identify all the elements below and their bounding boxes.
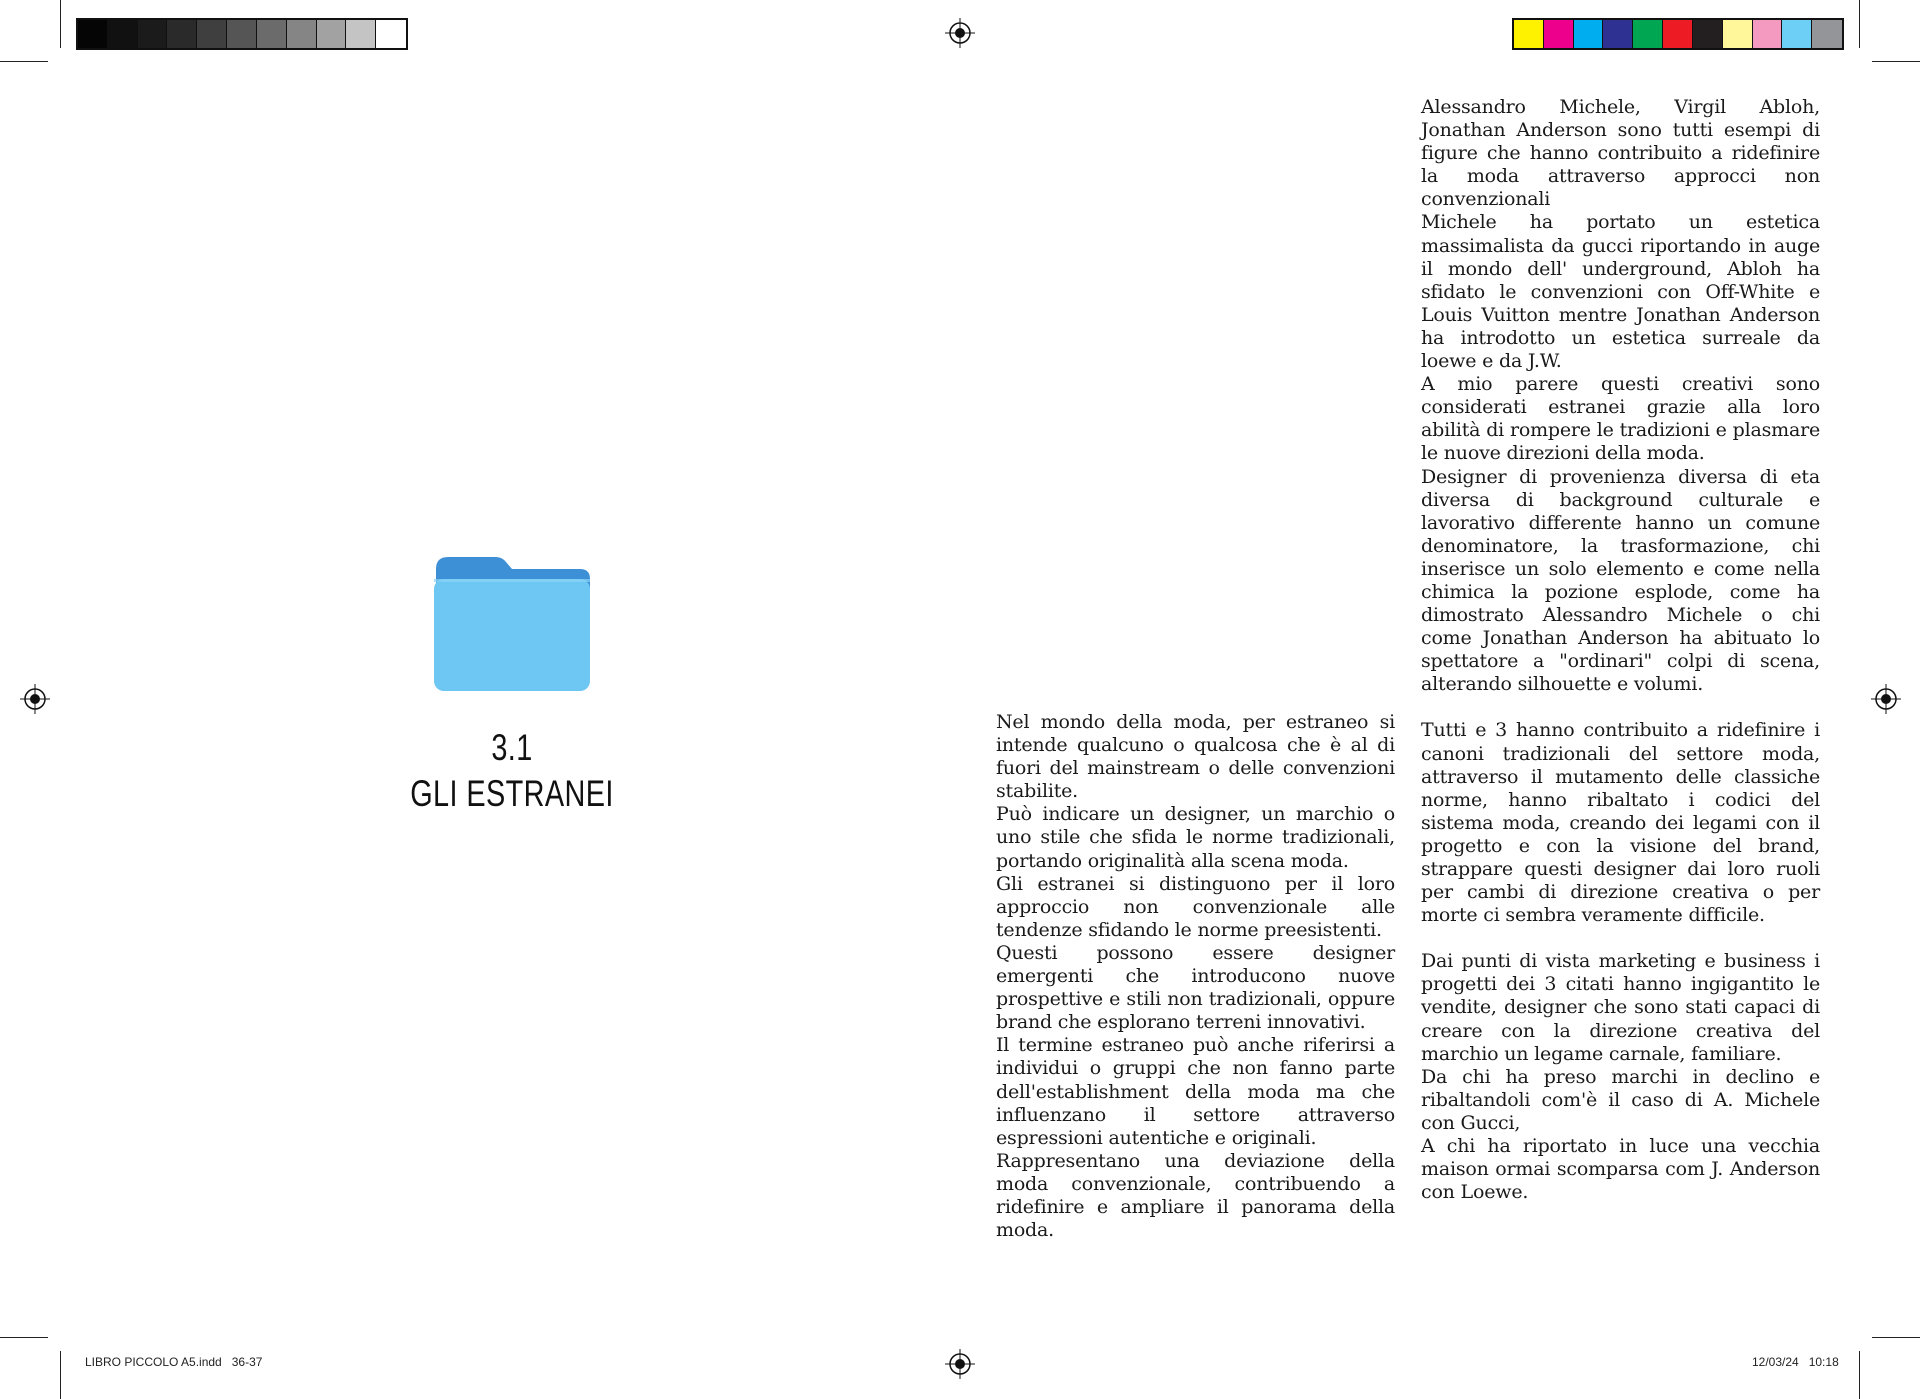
paragraph: Nel mondo della moda, per estraneo si intende qualcuno o qualcosa che è al di fuori del mainstream o delle convenzioni stabilite.	[996, 711, 1395, 803]
crop-mark	[1859, 1351, 1860, 1399]
color-swatch-bar	[1512, 18, 1844, 50]
color-swatch	[346, 20, 376, 48]
registration-mark-icon	[945, 18, 975, 48]
paragraph: A chi ha riportato in luce una vecchia maison ormai scomparsa com J. Anderson con Loewe.	[1421, 1135, 1820, 1204]
paragraph: Gli estranei si distinguono per il loro approccio non convenzionale alle tendenze sfidando le norme preesistenti.	[996, 872, 1395, 941]
color-swatch	[1633, 20, 1663, 48]
crop-mark	[0, 1337, 48, 1338]
crop-mark	[60, 0, 61, 48]
chapter-title: GLI ESTRANEI	[410, 773, 614, 814]
paragraph: Designer di provenienza diversa di eta diversa di background culturale e lavorativo differente hanno un comune denominatore, la trasformazione, chi inserisce un solo elemento e come nella chimica la pozione esplode, come ha dimostrato Alessandro Michele o chi come Jonathan Anderson ha abituato lo spettatore a "ordinari" colpi di scena, alterando silhouette e volumi.	[1421, 465, 1820, 696]
color-swatch	[1782, 20, 1812, 48]
color-swatch	[376, 20, 406, 48]
color-swatch	[317, 20, 347, 48]
paragraph: Questi possono essere designer emergenti che introducono nuove prospettive e stili non tradizionali, oppure brand che esplorano terreni innovativi.	[996, 941, 1395, 1034]
paragraph: Dai punti di vista marketing e business i progetti dei 3 citati hanno ingigantito le vendite, designer che sono stati capaci di creare con la direzione creativa del marchio un legame carnale, familiare.	[1421, 950, 1820, 1065]
color-swatch	[257, 20, 287, 48]
color-swatch	[1723, 20, 1753, 48]
slug-datetime: 12/03/24 10:18	[1752, 1355, 1839, 1369]
crop-mark	[0, 61, 48, 62]
folder-icon	[432, 555, 592, 693]
middle-text-column	[996, 711, 1395, 1242]
paragraph: Da chi ha preso marchi in declino e ribaltandoli com'è il caso di A. Michele con Gucci,	[1421, 1065, 1820, 1134]
color-swatch	[108, 20, 138, 48]
paragraph: Può indicare un designer, un marchio o uno stile che sfida le norme tradizionali, portando originalità alla scena moda.	[996, 803, 1395, 872]
crop-mark	[1859, 0, 1860, 48]
color-swatch	[138, 20, 168, 48]
crop-mark	[1872, 61, 1920, 62]
chapter-number: 3.1	[491, 727, 533, 768]
color-swatch	[1603, 20, 1633, 48]
color-swatch	[1663, 20, 1693, 48]
crop-mark	[1872, 1337, 1920, 1338]
color-swatch	[78, 20, 108, 48]
color-swatch	[167, 20, 197, 48]
color-swatch	[287, 20, 317, 48]
color-swatch	[1574, 20, 1604, 48]
gray-swatch-bar	[76, 18, 408, 50]
chapter-heading	[409, 725, 615, 817]
color-swatch	[1753, 20, 1783, 48]
color-swatch	[1544, 20, 1574, 48]
color-swatch	[227, 20, 257, 48]
color-swatch	[1514, 20, 1544, 48]
registration-mark-icon	[1871, 684, 1901, 714]
right-text-column	[1421, 96, 1820, 1204]
paragraph: Michele ha portato un estetica massimalista da gucci riportando in auge il mondo dell' underground, Abloh ha sfidato le convenzioni con Off-White e Louis Vuitton mentre Jonathan Anderson ha introdotto un estetica surreale da loewe e da J.W.	[1421, 211, 1820, 373]
paragraph: A mio parere questi creativi sono considerati estranei grazie alla loro abilità di rompere le tradizioni e plasmare le nuove direzioni della moda.	[1421, 373, 1820, 465]
color-swatch	[1693, 20, 1723, 48]
registration-mark-icon	[945, 1349, 975, 1379]
color-swatch	[197, 20, 227, 48]
color-swatch	[1812, 20, 1842, 48]
slug-file-info: LIBRO PICCOLO A5.indd 36-37	[85, 1355, 263, 1369]
crop-mark	[60, 1351, 61, 1399]
paragraph: Tutti e 3 hanno contribuito a ridefinire i canoni tradizionali del settore moda, attraverso il mutamento delle classiche norme, hanno ribaltato i codici del sistema moda, creando dei legami con il progetto e con la visione del brand, strappare questi designer dai loro ruoli per cambi di direzione creativa o per morte ci sembra veramente difficile.	[1421, 719, 1820, 927]
paragraph: Rappresentano una deviazione della moda convenzionale, contribuendo a ridefinire e ampliare il panorama della moda.	[996, 1149, 1395, 1242]
paragraph: Alessandro Michele, Virgil Abloh, Jonathan Anderson sono tutti esempi di figure che hanno contribuito a ridefinire la moda attraverso approcci non convenzionali	[1421, 96, 1820, 211]
paragraph: Il termine estraneo può anche riferirsi a individui o gruppi che non fanno parte dell'establishment della moda ma che influenzano il settore attraverso espressioni autentiche e originali.	[996, 1034, 1395, 1149]
registration-mark-icon	[20, 684, 50, 714]
